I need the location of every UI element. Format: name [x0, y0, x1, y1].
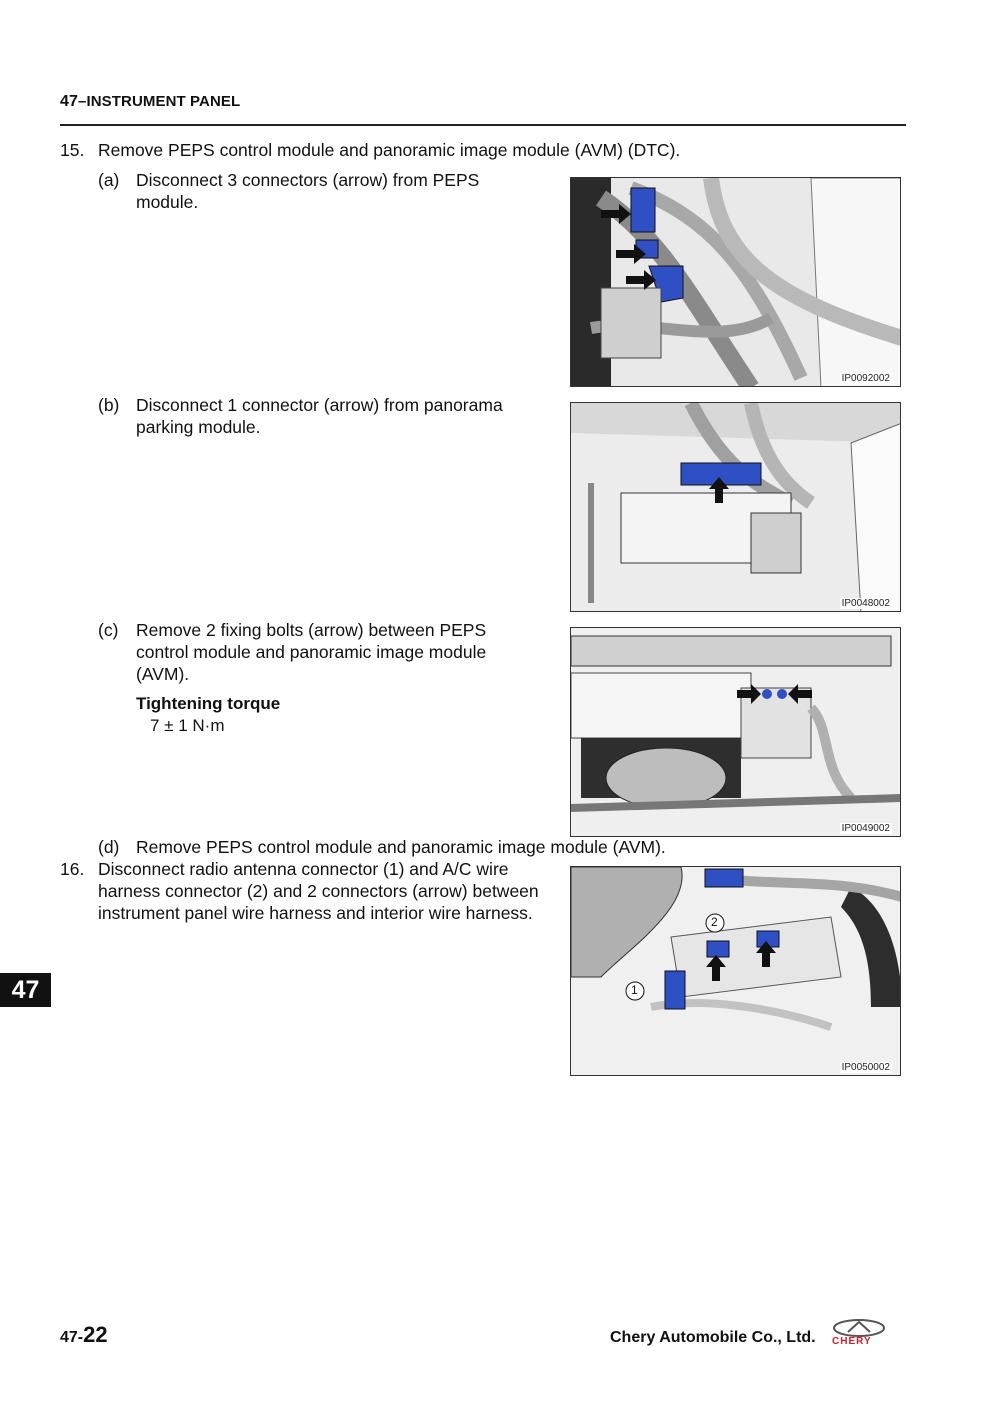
step-text: Disconnect radio antenna connector (1) and A/C wire harness connector (2) and 2 connectors (arrow) between instrument panel wire harness and interior wire harness. — [98, 859, 539, 923]
logo-text: CHERY — [832, 1336, 872, 1347]
chery-logo — [830, 1318, 888, 1350]
illustration — [571, 628, 901, 837]
substep-text: Disconnect 3 connectors (arrow) from PEPS module. — [136, 170, 480, 212]
step-text: Remove PEPS control module and panoramic image module (AVM) (DTC). — [98, 140, 681, 160]
callout-2: 2 — [711, 915, 718, 929]
logo-icon — [830, 1318, 888, 1338]
substep-number: (d) — [98, 837, 120, 857]
substep-number: (a) — [98, 170, 120, 190]
figure-code: IP0049002 — [841, 823, 890, 834]
page-number — [60, 1322, 108, 1348]
illustration — [571, 403, 901, 612]
torque-value: 7 ± 1 N·m — [150, 716, 225, 735]
figure-harness-connectors — [570, 866, 901, 1076]
substep-number: (b) — [98, 395, 120, 415]
section-number: 47 — [60, 93, 78, 110]
figure-code: IP0048002 — [841, 598, 890, 609]
substep-text: Remove 2 fixing bolts (arrow) between PEPS control module and panoramic image module (AVM). — [136, 620, 487, 684]
page-prefix: 47- — [60, 1329, 84, 1346]
section-title: –INSTRUMENT PANEL — [78, 93, 241, 110]
illustration — [571, 178, 901, 387]
page-number-value: 22 — [83, 1322, 108, 1347]
figure-peps-connectors — [570, 177, 901, 387]
company-name: Chery Automobile Co., Ltd. — [610, 1329, 816, 1346]
torque-label: Tightening torque — [136, 694, 281, 713]
page-header — [60, 93, 240, 111]
section-side-tab: 47 — [0, 973, 51, 1007]
header-rule — [60, 124, 906, 126]
figure-fixing-bolts — [570, 627, 901, 837]
step-number: 15. — [60, 140, 85, 160]
substep-number: (c) — [98, 620, 119, 640]
figure-panorama-connector — [570, 402, 901, 612]
substep-text: Remove PEPS control module and panoramic image module (AVM). — [136, 837, 666, 857]
illustration — [571, 867, 901, 1076]
callout-1: 1 — [631, 983, 638, 997]
step-number: 16. — [60, 859, 85, 879]
substep-text: Disconnect 1 connector (arrow) from panorama parking module. — [136, 395, 503, 437]
figure-code: IP0050002 — [841, 1062, 890, 1073]
figure-code: IP0092002 — [841, 373, 890, 384]
